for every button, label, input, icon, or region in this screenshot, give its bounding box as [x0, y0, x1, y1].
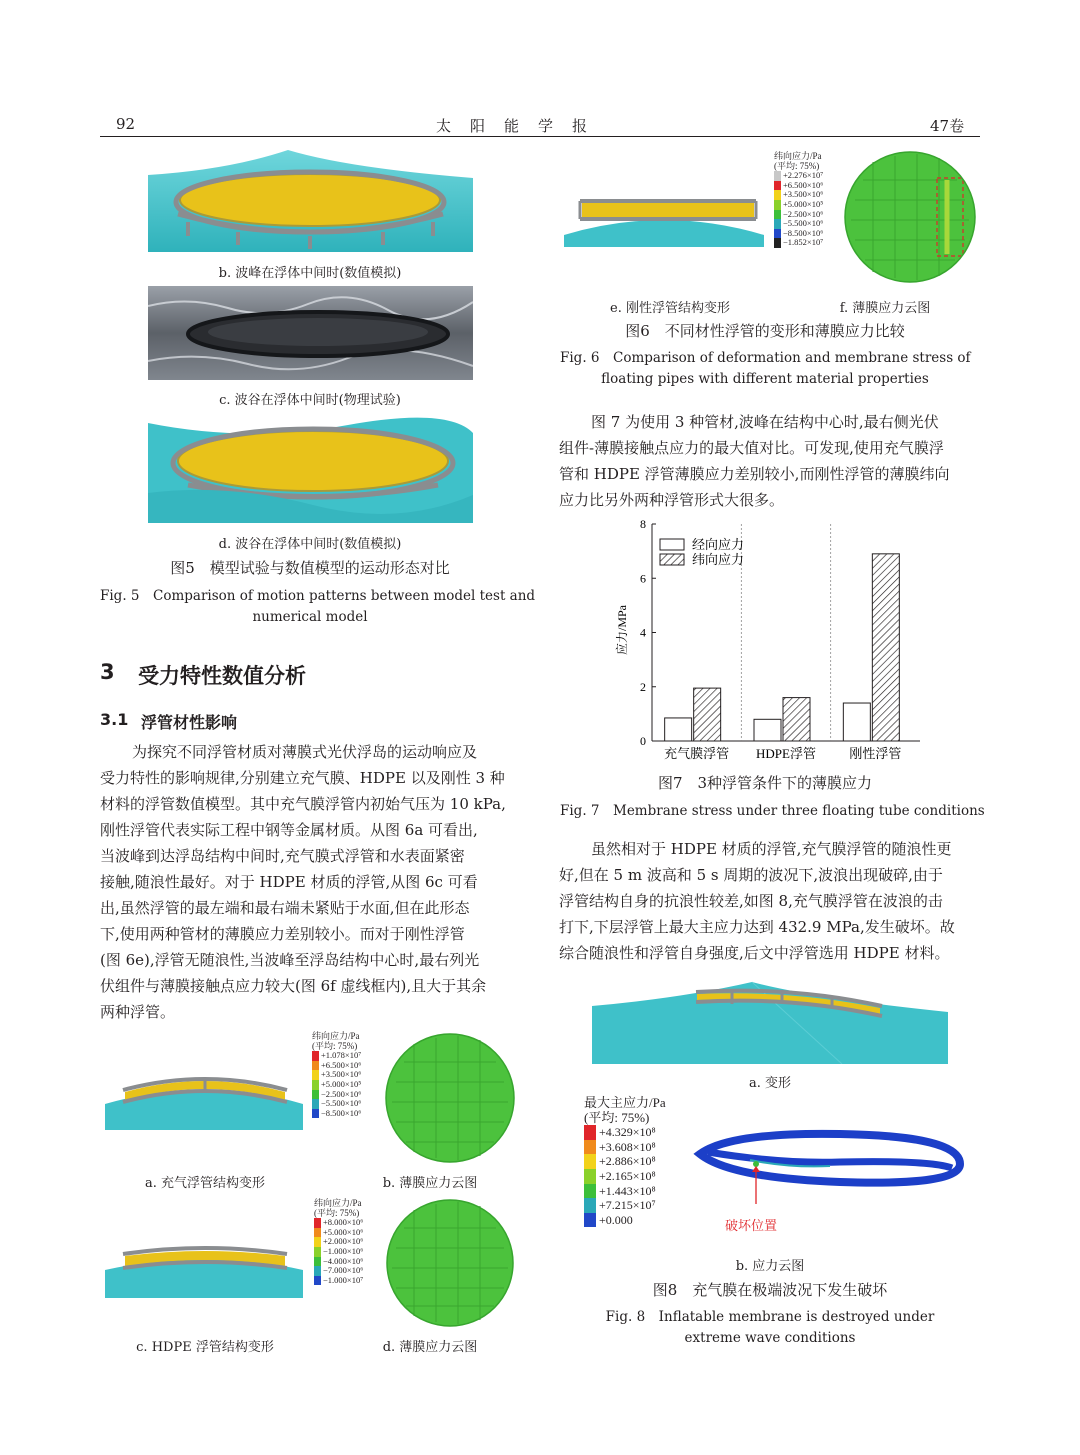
section-number: 3 [100, 660, 115, 684]
chart-legend [660, 537, 744, 567]
y-tick-label: 4 [640, 625, 646, 640]
legend-value: +6.500×10⁶ [783, 179, 824, 190]
legend-value: −2.500×10⁶ [321, 1088, 362, 1099]
fig6a-caption: a. 充气浮管结构变形 [144, 1176, 265, 1191]
text-line: 材料的浮管数值模型。其中充气膜浮管内初始气压为 10 kPa, [100, 795, 506, 813]
volume-label: 47卷 [930, 117, 965, 135]
legend-value: +2.886×10⁸ [599, 1154, 656, 1169]
legend-subtitle: (平均: 75%) [312, 1040, 358, 1051]
legend-value: +7.215×10⁷ [599, 1198, 656, 1213]
legend-value: +3.608×10⁸ [599, 1139, 656, 1154]
legend-value: +5.000×10⁶ [323, 1226, 364, 1237]
legend-value: +6.500×10⁶ [321, 1059, 362, 1070]
bar-hoop-1 [783, 698, 810, 741]
header-rule [100, 136, 980, 137]
fig8b-caption: b. 应力云图 [735, 1259, 805, 1274]
damage-location-label: 破坏位置 [725, 1219, 778, 1234]
legend-subtitle: (平均: 75%) [584, 1109, 650, 1125]
text-line: 出,虽然浮管的最左端和最右端未紧贴于水面,但在此形态 [100, 899, 470, 917]
fig5c-photo [148, 286, 473, 380]
legend-value: −1.852×10⁷ [783, 237, 824, 248]
legend-value: +3.500×10⁶ [321, 1069, 362, 1080]
bar-radial-0 [665, 718, 692, 741]
fig5d-caption: d. 波谷在浮体中间时(数值模拟) [218, 537, 402, 552]
text-line: 打下,下层浮管上最大主应力达到 432.9 MPa,发生破坏。故 [559, 918, 955, 936]
legend-title: 纬向应力/Pa [774, 151, 822, 161]
legend-title: 最大主应力/Pa [584, 1095, 666, 1110]
text-line: 综合随浪性和浮管自身强度,后文中浮管选用 HDPE 材料。 [559, 944, 950, 962]
text-line: 浮管结构自身的抗浪性较差,如图 8,充气膜浮管在波浪的击 [559, 892, 943, 910]
fig5c-caption: c. 波谷在浮体中间时(物理试验) [219, 393, 401, 408]
bars [665, 554, 900, 741]
fig5b-caption: b. 波峰在浮体中间时(数值模拟) [218, 266, 402, 281]
legend-swatch [660, 539, 684, 550]
x-tick-label: 刚性浮管 [849, 746, 902, 761]
legend-value: −4.000×10⁶ [323, 1255, 364, 1266]
legend-value: +5.000×10⁵ [321, 1078, 362, 1089]
fig6a-legend [312, 1032, 361, 1118]
legend-value: +3.500×10⁶ [783, 189, 824, 200]
legend-value: −1.000×10⁷ [323, 1274, 364, 1285]
legend-value: +1.078×10⁷ [321, 1050, 362, 1061]
fig6b-caption: b. 薄膜应力云图 [382, 1176, 478, 1191]
fig8a-caption: a. 变形 [748, 1076, 791, 1091]
text-line: 好,但在 5 m 波高和 5 s 周期的波况下,波浪出现破碎,由于 [559, 866, 943, 884]
x-tick-labels [664, 746, 901, 761]
text-line: 下,使用两种管材的薄膜应力差别较小。而对于刚性浮管 [100, 925, 465, 943]
text-line: 接触,随浪性最好。对于 HDPE 材质的浮管,从图 6c 可看 [100, 873, 478, 891]
fig8-title-en-2: extreme wave conditions [684, 1330, 856, 1346]
arrow-head-icon [752, 1166, 760, 1172]
text-line: 管和 HDPE 浮管薄膜应力差别较小,而刚性浮管的薄膜纬向 [559, 465, 950, 483]
fig7-title-cn: 图7 3种浮管条件下的薄膜应力 [657, 774, 873, 792]
fig5-title-en-1: Fig. 5 Comparison of motion patterns between model test and [100, 588, 536, 604]
fig6a-image [105, 1070, 303, 1130]
fig6-title-en-1: Fig. 6 Comparison of deformation and membrane stress of [560, 350, 971, 366]
paragraph-3 [559, 836, 980, 966]
fig6e-image [564, 195, 764, 247]
paragraph-1 [100, 739, 521, 1025]
x-tick-label: 充气膜浮管 [664, 746, 730, 761]
y-tick-label: 6 [640, 571, 646, 586]
fig8b-stress-image [690, 1124, 980, 1204]
fig5-title-en-2: numerical model [252, 609, 368, 625]
text-line: 伏组件与薄膜接触点应力较大(图 6f 虚线框内),且大于其余 [100, 977, 487, 995]
y-tick-label: 2 [640, 679, 646, 694]
fig7-title-en: Fig. 7 Membrane stress under three floating tube conditions [560, 803, 985, 819]
x-tick-label: HDPE浮管 [756, 746, 816, 761]
text-line: (图 6e),浮管无随浪性,当波峰至浮岛结构中心时,最右列光 [100, 951, 480, 969]
page-number: 92 [116, 115, 136, 133]
bar-radial-1 [754, 719, 781, 741]
fig6c-legend [314, 1199, 363, 1285]
legend-title: 纬向应力/Pa [312, 1031, 360, 1041]
y-axis-label: 应力/MPa [615, 604, 629, 656]
legend-value: −7.000×10⁶ [323, 1265, 364, 1276]
legend-swatch [660, 554, 684, 565]
journal-title: 太 阳 能 学 报 [436, 117, 590, 135]
fig8-title-cn: 图8 充气膜在极端波况下发生破坏 [652, 1281, 888, 1299]
subsection-number: 3.1 [100, 710, 129, 729]
fig6f-contour [843, 150, 977, 284]
bar-hoop-2 [872, 554, 899, 741]
fig6e-legend [774, 152, 823, 248]
bar-hoop-0 [694, 688, 721, 741]
fig6f-caption: f. 薄膜应力云图 [839, 301, 931, 316]
legend-subtitle: (平均: 75%) [774, 160, 820, 171]
legend-label: 纬向应力 [692, 552, 745, 567]
section-heading: 受力特性数值分析 [138, 664, 306, 688]
fig6b-contour [384, 1032, 516, 1164]
legend-value: −1.000×10⁶ [323, 1245, 364, 1256]
legend-value: +1.443×10⁸ [599, 1183, 656, 1198]
text-line: 受力特性的影响规律,分别建立充气膜、HDPE 以及刚性 3 种 [100, 769, 505, 787]
legend-title: 纬向应力/Pa [314, 1198, 362, 1208]
legend-value: −8.500×10⁶ [783, 227, 824, 238]
text-line: 当波峰到达浮岛结构中间时,充气膜式浮管和水表面紧密 [100, 847, 465, 865]
fig6-title-cn: 图6 不同材性浮管的变形和薄膜应力比较 [625, 322, 905, 340]
text-line: 图 7 为使用 3 种管材,波峰在结构中心时,最右侧光伏 [591, 413, 939, 431]
fig5b-image [148, 150, 473, 252]
bar-radial-2 [843, 703, 870, 741]
legend-value: −8.500×10⁶ [321, 1107, 362, 1118]
legend-value: +2.000×10⁶ [323, 1236, 364, 1247]
paragraph-2 [559, 409, 980, 513]
fig8a-image [592, 978, 948, 1064]
legend-subtitle: (平均: 75%) [314, 1207, 360, 1218]
legend-value: −5.500×10⁶ [321, 1098, 362, 1109]
fig6d-contour [384, 1198, 516, 1328]
fig8-title-en-1: Fig. 8 Inflatable membrane is destroyed under [605, 1309, 935, 1325]
legend-value: −5.500×10⁶ [783, 218, 824, 229]
fig8b-legend [584, 1096, 666, 1227]
subsection-heading: 浮管材性影响 [141, 713, 238, 732]
text-line: 刚性浮管代表实际工程中钢等金属材质。从图 6a 可看出, [100, 821, 478, 839]
fig7-bar-chart [600, 515, 930, 765]
fig6e-caption: e. 刚性浮管结构变形 [610, 301, 730, 316]
text-line: 为探究不同浮管材质对薄膜式光伏浮岛的运动响应及 [132, 743, 478, 761]
text-line: 组件-薄膜接触点应力的最大值对比。可发现,使用充气膜浮 [559, 439, 944, 457]
legend-label: 经向应力 [692, 537, 745, 552]
fig6c-image [105, 1240, 303, 1298]
legend-value: +4.329×10⁸ [599, 1125, 656, 1140]
fig6c-caption: c. HDPE 浮管结构变形 [136, 1340, 274, 1355]
legend-value: +0.000 [599, 1212, 633, 1227]
legend-value: +8.000×10⁶ [323, 1217, 364, 1228]
y-tick-label: 8 [640, 517, 646, 531]
text-line: 两种浮管。 [100, 1003, 176, 1021]
y-ticks [640, 517, 656, 748]
legend-value: +5.000×10⁵ [783, 198, 824, 209]
fig6d-caption: d. 薄膜应力云图 [382, 1340, 478, 1355]
legend-value: +2.165×10⁸ [599, 1168, 656, 1183]
legend-value: −2.500×10⁶ [783, 208, 824, 219]
text-line: 应力比另外两种浮管形式大很多。 [559, 491, 785, 509]
text-line: 虽然相对于 HDPE 材质的浮管,充气膜浮管的随浪性更 [591, 840, 952, 858]
fig5-title-cn: 图5 模型试验与数值模型的运动形态对比 [170, 559, 450, 577]
y-tick-label: 0 [640, 734, 646, 748]
fig5d-image [148, 413, 473, 523]
legend-value: +2.276×10⁷ [783, 170, 824, 181]
fig6-title-en-2: floating pipes with different material properties [601, 371, 929, 387]
